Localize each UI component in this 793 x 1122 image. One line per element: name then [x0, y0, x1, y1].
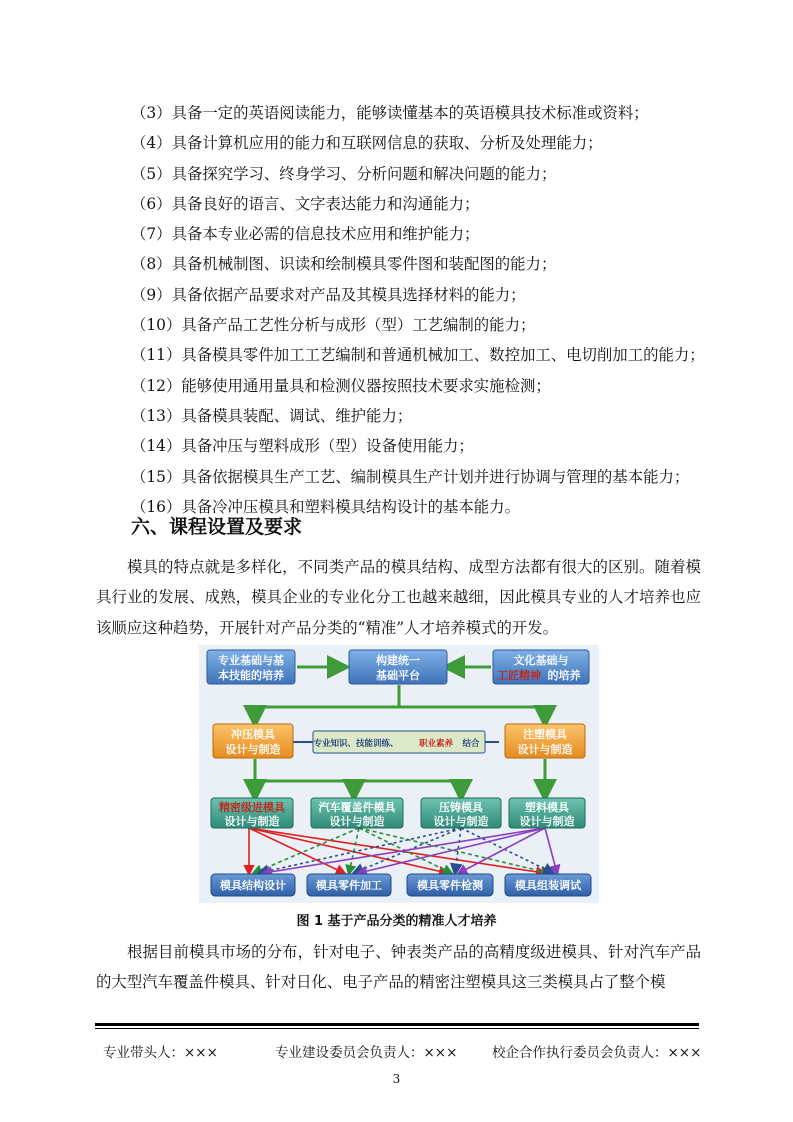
box-plastic-die: [509, 798, 585, 828]
box-text: 本技能的培养: [218, 669, 284, 682]
paragraph-intro: 模具的特点就是多样化，不同类产品的模具结构、成型方法都有很大的区别。随着模具行业的发展、成熟，模具企业的专业化分工也越来越细，因此模具专业的人才培养也应该顺应这种趋势，开展针对产品分类的“精准”人才培养模式的开发。: [96, 558, 701, 637]
box-text: 设计与制造: [225, 743, 281, 756]
box-integration-label: [313, 731, 485, 753]
box-text: 设计与制造: [519, 815, 575, 828]
box-text: 精密级进模具: [219, 801, 285, 814]
footer-program-lead: 专业带头人：×××: [103, 1045, 218, 1061]
box-text: 构建统一: [376, 654, 420, 667]
box-text: 文化基础与: [513, 654, 569, 667]
box-culture-craftsmanship: [493, 650, 589, 684]
box-text: 设计与制造: [224, 815, 280, 828]
training-model-diagram: [199, 645, 599, 903]
list-item: （5）具备探究学习、终身学习、分析问题和解决问题的能力；: [131, 164, 557, 183]
box-stamping-die: [213, 724, 293, 758]
box-text: 汽车覆盖件模具: [318, 801, 396, 814]
box-text-red: 工匠精神: [497, 669, 541, 682]
diagram-canvas: [199, 645, 599, 903]
box-text: 模具零件加工: [316, 879, 382, 892]
box-text: 压铸模具: [439, 801, 483, 814]
list-item: （15）具备依据模具生产工艺、编制模具生产计划并进行协调与管理的基本能力；: [131, 467, 690, 486]
list-item: （6）具备良好的语言、文字表达能力和沟通能力；: [131, 194, 480, 213]
page-number: 3: [392, 1072, 401, 1086]
box-part-machining: [307, 874, 391, 896]
box-text: 专业知识、技能训练、: [313, 739, 399, 749]
section-heading: 六、课程设置及要求: [131, 516, 303, 538]
box-text-red: 职业素养: [418, 739, 454, 749]
list-item: （4）具备计算机应用的能力和互联网信息的获取、分析及处理能力；: [131, 134, 603, 153]
box-auto-panel-die: [311, 798, 403, 828]
box-text: 模具零件检测: [417, 879, 483, 892]
list-item: （9）具备依据产品要求对产品及其模具选择材料的能力；: [131, 285, 526, 304]
box-part-inspection: [407, 874, 493, 896]
footer-rule-thin: [95, 1028, 699, 1029]
list-item: （8）具备机械制图、识读和绘制模具零件图和装配图的能力；: [131, 255, 557, 274]
list-item: （10）具备产品工艺性分析与成形（型）工艺编制的能力；: [131, 316, 536, 335]
list-item: （11）具备模具零件加工工艺编制和普通机械加工、数控加工、电切削加工的能力；: [131, 346, 705, 365]
box-progressive-die: [211, 798, 293, 828]
box-structure-design: [211, 874, 295, 896]
box-professional-basics: [207, 650, 295, 684]
box-text: 基础平台: [376, 669, 420, 682]
box-text: 模具组装调试: [515, 879, 581, 892]
list-item: （12）能够使用通用量具和检测仪器按照技术要求实施检测；: [131, 376, 551, 395]
list-item: （14）具备冲压与塑料成形（型）设备使用能力；: [131, 437, 474, 456]
box-unified-platform: [349, 650, 447, 684]
footer-coop-committee-head: 校企合作执行委员会负责人：×××: [492, 1045, 702, 1061]
figure-caption: 图 1 基于产品分类的精准人才培养: [296, 914, 497, 929]
box-text: 塑料模具: [525, 801, 569, 814]
footer-rule-thick: [95, 1023, 699, 1026]
box-text: 设计与制造: [517, 743, 573, 756]
box-text: 设计与制造: [329, 815, 385, 828]
ability-list: [131, 98, 711, 522]
box-die-casting: [421, 798, 501, 828]
paragraph-body: 根据目前模具市场的分布，针对电子、钟表类产品的高精度级进模具、针对汽车产品的大型汽车覆盖件模具、针对日化、电子产品的精密注塑模具这三类模具占了整个模: [96, 943, 701, 992]
list-item: （3）具备一定的英语阅读能力，能够读懂基本的英语模具技术标准或资料；: [131, 104, 649, 122]
crossing-lines: [249, 828, 557, 873]
box-text: 设计与制造: [433, 815, 489, 828]
box-text: 模具结构设计: [220, 879, 286, 892]
box-text: 专业基础与基: [218, 654, 284, 667]
box-text: 结合: [462, 739, 480, 749]
box-assembly-debug: [505, 874, 591, 896]
box-text: 注塑模具: [523, 728, 567, 741]
box-injection-die: [505, 724, 585, 758]
list-item: （13）具备模具装配、调试、维护能力；: [131, 406, 413, 425]
footer-committee-head: 专业建设委员会负责人：×××: [275, 1045, 458, 1061]
box-text: 冲压模具: [231, 728, 275, 741]
list-item: （16）具备冷冲压模具和塑料模具结构设计的基本能力。: [131, 497, 520, 516]
box-text: 的培养: [547, 669, 581, 682]
list-item: （7）具备本专业必需的信息技术应用和维护能力；: [131, 225, 480, 244]
